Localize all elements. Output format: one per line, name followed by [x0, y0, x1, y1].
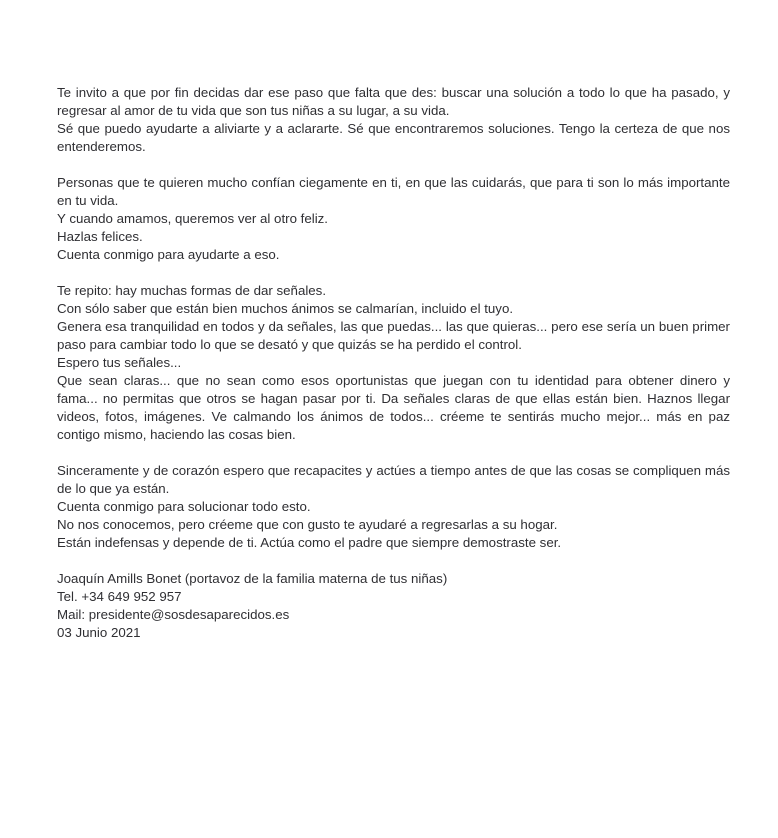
- await-signals-line-1: Espero tus señales...: [57, 355, 182, 370]
- defenseless-father-line-1: Están indefensas y depende de ti. Actúa como el padre que siempre demostraste ser.: [57, 535, 562, 550]
- paragraph-block: [57, 84, 730, 156]
- paragraph-block: [57, 174, 730, 264]
- count-on-me-help: [57, 246, 730, 264]
- signature-date: [57, 624, 730, 642]
- intro-help-line-2: entenderemos.: [57, 139, 146, 154]
- calm-minds: [57, 300, 730, 318]
- trust-blind: [57, 174, 730, 210]
- signature-date-line-1: 03 Junio 2021: [57, 625, 141, 640]
- clear-signals-line-4: contigo mismo, haciendo las cosas bien.: [57, 427, 296, 442]
- paragraph-block: [57, 462, 730, 552]
- trust-blind-line-1: Personas que te quieren mucho confían ciegamente en ti, en que las cuidarás, que para ti son lo más importante: [57, 175, 730, 190]
- calm-minds-line-1: Con sólo saber que están bien muchos ánimos se calmarían, incluido el tuyo.: [57, 301, 514, 316]
- love-happy-line-1: Y cuando amamos, queremos ver al otro feliz.: [57, 211, 328, 226]
- intro-help-line-1: Sé que puedo ayudarte a aliviarte y a aclararte. Sé que encontraremos soluciones. Tengo la certeza de que nos: [57, 121, 730, 136]
- count-on-me-help-line-1: Cuenta conmigo para ayudarte a eso.: [57, 247, 280, 262]
- count-on-me-solve: [57, 498, 730, 516]
- intro-solution: [57, 84, 730, 120]
- love-happy: [57, 210, 730, 228]
- paragraph-block: [57, 570, 730, 642]
- trust-blind-line-2: en tu vida.: [57, 193, 119, 208]
- clear-signals-line-2: fama... no permitas que otros se hagan pasar por ti. Da señales claras de que ellas están bien. Haznos llegar: [57, 391, 730, 406]
- make-them-happy-line-1: Hazlas felices.: [57, 229, 143, 244]
- signals-many-ways-line-1: Te repito: hay muchas formas de dar señales.: [57, 283, 327, 298]
- help-return: [57, 516, 730, 534]
- intro-solution-line-1: Te invito a que por fin decidas dar ese paso que falta que des: buscar una solución a todo lo que ha pasado, y: [57, 85, 730, 100]
- defenseless-father: [57, 534, 730, 552]
- paragraph-block: [57, 282, 730, 444]
- signature-name: [57, 570, 730, 588]
- closing-reflect-line-1: Sinceramente y de corazón espero que recapacites y actúes a tiempo antes de que las cosas se compliquen más: [57, 463, 730, 478]
- signals-many-ways: [57, 282, 730, 300]
- await-signals: [57, 354, 730, 372]
- signature-email-line-1: Mail: presidente@sosdesaparecidos.es: [57, 607, 290, 622]
- generate-calm: [57, 318, 730, 354]
- generate-calm-line-1: Genera esa tranquilidad en todos y da señales, las que puedas... las que quieras... pero ese sería un buen primer: [57, 319, 730, 334]
- intro-help: [57, 120, 730, 156]
- generate-calm-line-2: paso para cambiar todo lo que se desató y que quizás se ha perdido el control.: [57, 337, 522, 352]
- clear-signals-line-3: videos, fotos, imágenes. Ve calmando los ánimos de todos... créeme te sentirás mucho mejor... más en paz: [57, 409, 730, 424]
- signature-email: [57, 606, 730, 624]
- clear-signals: [57, 372, 730, 444]
- letter-body: [57, 84, 730, 642]
- intro-solution-line-2: regresar al amor de tu vida que son tus niñas a su lugar, a su vida.: [57, 103, 450, 118]
- clear-signals-line-1: Que sean claras... que no sean como esos oportunistas que juegan con tu identidad para obtener dinero y: [57, 373, 730, 388]
- closing-reflect-line-2: de lo que ya están.: [57, 481, 170, 496]
- count-on-me-solve-line-1: Cuenta conmigo para solucionar todo esto.: [57, 499, 311, 514]
- signature-name-line-1: Joaquín Amills Bonet (portavoz de la familia materna de tus niñas): [57, 571, 448, 586]
- signature-phone: [57, 588, 730, 606]
- make-them-happy: [57, 228, 730, 246]
- help-return-line-1: No nos conocemos, pero créeme que con gusto te ayudaré a regresarlas a su hogar.: [57, 517, 558, 532]
- signature-phone-line-1: Tel. +34 649 952 957: [57, 589, 182, 604]
- closing-reflect: [57, 462, 730, 498]
